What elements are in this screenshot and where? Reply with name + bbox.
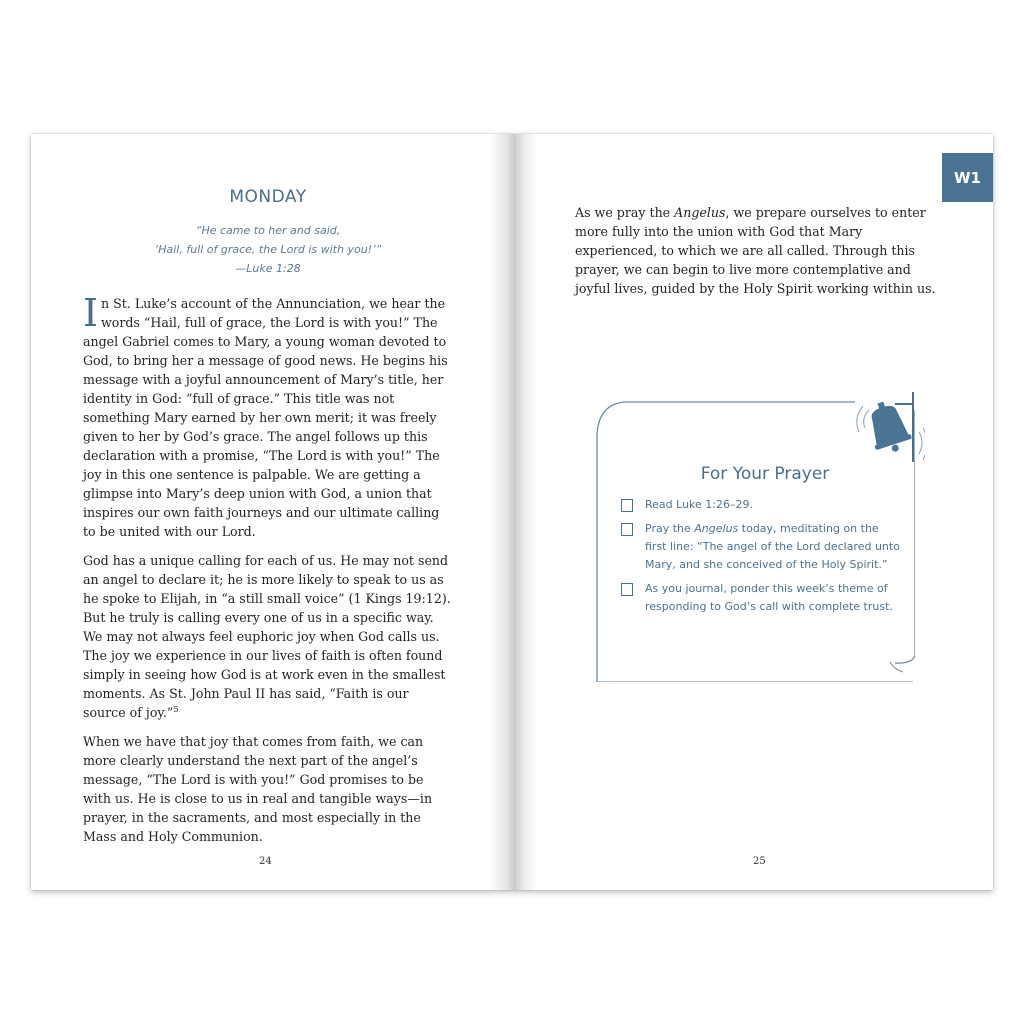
checklist-item-text: As you journal, ponder this week’s theme of responding to God’s call with complete trust. (645, 582, 893, 613)
checklist-item-text: Read Luke 1:26–29. (645, 498, 753, 511)
epigraph-line: “He came to her and said, (195, 224, 341, 237)
right-page (515, 134, 993, 890)
day-title: MONDAY (229, 187, 307, 207)
epigraph-line: ‘Hail, full of grace, the Lord is with you!’” (154, 243, 382, 256)
intro-text: As we pray the (575, 205, 675, 220)
checkbox[interactable] (621, 523, 633, 536)
checklist-item (621, 496, 901, 514)
epigraph (31, 221, 505, 278)
checklist-item (621, 580, 901, 616)
prayer-checklist (621, 496, 901, 622)
checkbox[interactable] (621, 499, 633, 512)
body-text (83, 291, 455, 856)
page-number: 24 (259, 856, 272, 867)
bell-icon (835, 392, 925, 472)
paragraph (83, 732, 455, 846)
checklist-item-text: Pray the (645, 522, 695, 535)
paragraph-text: n St. Luke’s account of the Annunciation, we hear the words “Hail, full of grace, the Lord is with you!” The angel Gabriel comes to Mary, a young woman devoted to God, to bring her a message of good news. He begins his message with a joyful announcement of Mary’s title, her identity in God: “full of grace.” This title was not something Mary earned by her own merit; it was freely given to her by God’s grace. The angel follows up this declaration with a promise, “The Lord is with you!” The joy in this one sentence is palpable. We are getting a glimpse into Mary’s deep union with God, a union that inspires our own faith journeys and our ultimate calling to be united with our Lord. (83, 296, 448, 539)
prayer-box-title: For Your Prayer (700, 464, 830, 484)
week-tab[interactable]: W1 (942, 153, 993, 202)
gutter-shadow (515, 134, 537, 890)
left-page (31, 134, 515, 890)
drop-cap: I (83, 291, 99, 335)
prayer-box (595, 400, 915, 682)
footnote-mark: 5 (173, 704, 179, 714)
paragraph (83, 551, 455, 722)
checkbox[interactable] (621, 583, 633, 596)
page-number: 25 (753, 856, 766, 867)
intro-text: , we prepare ourselves to enter more fully into the union with God that Mary experienced, to which we are all called. Through this prayer, we can begin to live more contemplative and joyful lives, guided by the Holy Spirit working within us. (575, 205, 936, 296)
book-spread (31, 134, 993, 890)
checklist-item-italic: Angelus (694, 522, 739, 535)
paragraph (83, 291, 455, 541)
epigraph-citation: —Luke 1:28 (235, 262, 301, 275)
checklist-item-text: today, meditating on the first line: “The angel of the Lord declared unto Mary, and she conceived of the Holy Spirit.” (645, 522, 900, 571)
checklist-item (621, 520, 901, 574)
intro-italic: Angelus (674, 205, 726, 220)
intro-paragraph (575, 203, 945, 298)
paragraph-text: God has a unique calling for each of us. He may not send an angel to declare it; he is more likely to speak to us as he spoke to Elijah, in “a still small voice” (1 Kings 19:12). But he truly is calling every one of us in a specific way. We may not always feel euphoric joy when God calls us. The joy we experience in our lives of faith is often found simply in seeing how God is at work even in the smallest moments. As St. John Paul II has said, “Faith is our source of joy.” (83, 553, 451, 720)
paragraph-text: When we have that joy that comes from faith, we can more clearly understand the next part of the angel’s message, “The Lord is with you!” God promises to be with us. He is close to us in real and tangible ways—in prayer, in the sacraments, and most especially in the Mass and Holy Communion. (83, 734, 433, 844)
